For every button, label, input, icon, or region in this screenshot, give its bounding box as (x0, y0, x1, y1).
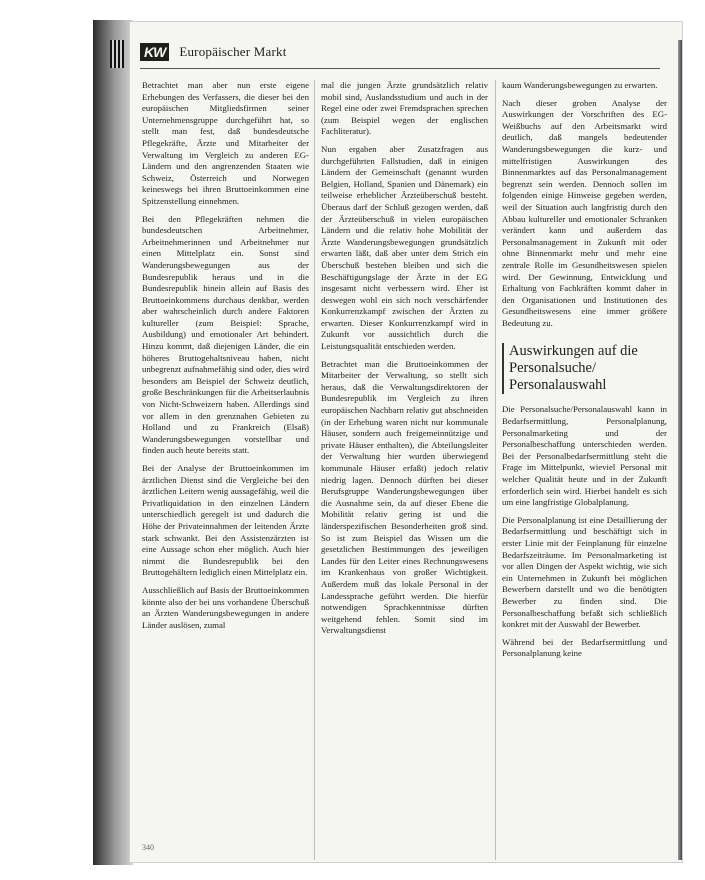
binding-tabs (110, 40, 124, 68)
column-divider (314, 80, 315, 860)
paragraph: Ausschließlich auf Basis der Bruttoeinkommen könnte also der bei uns vorhandene Überschuß an Ärzten Wanderungsbewegungen in andere Länder auslösen, zumal (142, 584, 309, 630)
paragraph: Betrachtet man aber nun erste eigene Erhebungen des Verfassers, die dieser bei den europäischen Mitgliedsfirmen seiner Unternehmensgruppe durchgeführt hat, so stellt man fest, daß bundesdeutsche Pflegekräfte, Ärzte und Mitarbeiter der Verwaltung im Vergleich zu anderen EG-Ländern und den angrenzenden Staaten wie Schweiz, Österreich und Norwegen keineswegs bei ihren Bruttoeinkommen eine Spitzenstellung einnehmen. (142, 80, 309, 206)
paragraph: mal die jungen Ärzte grundsätzlich relativ mobil sind, Auslandsstudium und auch in der Regel eine oder zwei Fremdsprachen sprechen (zum Beispiel wegen der englischen Fachliteratur). (321, 80, 488, 137)
magazine-logo: KW (140, 43, 169, 61)
running-header (140, 42, 660, 62)
page-edge-shadow (678, 40, 682, 860)
book-spine-shadow (93, 20, 133, 865)
page-number: 340 (142, 843, 154, 852)
paragraph: Während bei der Bedarfsermittlung und Personalplanung keine (502, 636, 667, 659)
text-column-2 (321, 80, 488, 643)
paragraph: Bei der Analyse der Bruttoeinkommen im ärztlichen Dienst sind die Vergleiche bei den ärztlichen Leitern wenig aussagefähig, weil die Privatliquidation in den einzelnen Ländern unterschiedlich geregelt ist und dadurch die Höhe der Privateinnahmen der leitenden Ärzte stark schwankt. Bei den Assistenzärzten ist eine Aussage schon eher möglich. Auch hier nimmt die Bundesrepublik bei den Bruttogehältern lediglich einen Mittelplatz ein. (142, 463, 309, 578)
section-title: Europäischer Markt (179, 44, 287, 59)
paragraph: Die Personalplanung ist eine Detaillierung der Bedarfsermittlung und beschäftigt sich in erster Linie mit der Feinplanung für einzelne Bedarfszeiträume. Im Personalmarketing ist vor allen Dingen der Aspekt wichtig, wie sich ein Unternehmen in Zukunft bei möglichen Bewerbern darstellt und wo die benötigten Bewerber zu finden sind. Die Personalbeschaffung befaßt sich schließlich konkret mit der Auswahl der Bewerber. (502, 514, 667, 630)
paragraph: Nun ergaben aber Zusatzfragen aus durchgeführten Fallstudien, daß in einigen Ländern der Gemeinschaft (genannt wurden Belgien, Holland, Spanien und Dänemark) ein teilweise erheblicher Ärzteüberschuß besteht. Überaus darf der Schluß gezogen werden, daß der Ärzteüberschuß in vielen europäischen Ländern und die relativ hohe Mobilität der Ärzte Wanderungsbewegungen grundsätzlich erwarten läßt, daß aber unter dem Strich ein Überschuß bestehen bleiben und sich die Beschäftigungslage der Ärzte in der EG insgesamt nicht verbessern wird. Eher ist deswegen wohl ein sich noch verschärfender Konkurrenzkampf zwischen der Ärzten zu erwarten. Dieser Konkurrenzkampf wird in Zukunft vor aussichtlich durch die Leistungsqualität entschieden werden. (321, 143, 488, 352)
magazine-page (130, 22, 682, 862)
column-divider (495, 80, 496, 860)
paragraph: Bei den Pflegekräften nehmen die bundesdeutschen Arbeitnehmer, Arbeitnehmerinnen und Arbeitnehmer nur einen Mittelplatz ein. Sonst sind Wanderungsbewegungen aus der Bundesrepublik heraus und in die Bundesrepublik hinein allein auf Basis des Bruttoeinkommens durchaus denkbar, werden aber wahrscheinlich durch andere Faktoren kultureller (zum Beispiel: Sprache, Ausbildung) und emotionaler Art behindert. Hinzu kommt, daß diejenigen Länder, die ein höheres Bruttogehaltsniveau haben, nicht unbegrenzt aufnahmefähig sind oder, dies wird besonders am Beispiel der Schweiz deutlich, große Beschränkungen für die Arbeitserlaubnis von Nicht-Schweizern haben. Allerdings sind vor allem in den grenznahen Gebieten zu Holland und zu Frankreich (Elsaß) Wanderungsbewegungen vorstellbar und finden auch heute bereits statt. (142, 213, 309, 456)
text-column-3 (502, 80, 667, 666)
paragraph: kaum Wanderungsbewegungen zu erwarten. (502, 80, 658, 90)
paragraph: Die Personalsuche/Personalauswahl kann in Bedarfsermittlung, Personalplanung, Personalmarketing und der Personalbeschaffung unterschieden werden. Bei der Personalbedarfsermittlung steht die Frage im Mittelpunkt, wieviel Personal mit welcher Qualität heute und in der Zukunft erforderlich sein wird. Hierbei handelt es sich um eine langfristige Globalplanung. (502, 404, 667, 508)
text-column-1 (142, 80, 309, 637)
paragraph: Nach dieser groben Analyse der Auswirkungen der Vorschriften des EG-Weißbuchs auf den Arbeitsmarkt wird deutlich, daß mangels bedeutender Wanderungsbewegungen die kurz- und mittelfristigen Auswirkungen des Binnenmarktes auf das Personalmanagement begrenzt sein werden. Dennoch sollen im folgenden einige Hinweise gegeben werden, weil der Situation auch langfristig durch den Abbau kultureller und emotionaler Schranken verändert kann und außerdem das Personalmanagement in Zukunft mit oder ohne Binnenmarkt mehr und mehr eine zentrale Rolle im Gesundheitswesen spielen wird. Der Gewinnung, Entwicklung und Erhaltung von Fachkräften kommt daher in den Organisationen und Institutionen des Gesundheitswesens eine immer größere Bedeutung zu. (502, 97, 667, 328)
paragraph: Betrachtet man die Bruttoeinkommen der Mitarbeiter der Verwaltung, so stellt sich heraus, daß die Verwaltungsdirektoren der Bundesrepublik im Vergleich zu ihren europäischen Nachbarn relativ gut abschneiden (in der Erhebung waren nicht nur kommunale Häuser, sondern auch freigemeinnützige und private Häuser enthalten), die Abteilungsleiter der Verwaltung hier wurden überwiegend kommunale Häuser erfaßt) jedoch relativ niedrig lagen. Dennoch dürften bei dieser Berufsgruppe Wanderungsbewegungen über die Ausnahme sein, da auf dieser Ebene die Mobilität relativ gering ist und die länderspezifischen Besonderheiten groß sind. So ist zum Beispiel das Wissen um die gesetzlichen Bestimmungen des jeweiligen Landes für den Leiter eines Rechnungswesens im Krankenhaus von großer Wichtigkeit. Außerdem muß das lokale Personal in der Landessprache geführt werden. Die hierfür notwendigen Sprachkenntnisse dürften weitgehend fehlen. Somit sind im Verwaltungsdienst (321, 358, 488, 636)
section-heading: Auswirkungen auf die Personalsuche/ Personalauswahl (502, 343, 667, 394)
header-rule (140, 68, 660, 69)
